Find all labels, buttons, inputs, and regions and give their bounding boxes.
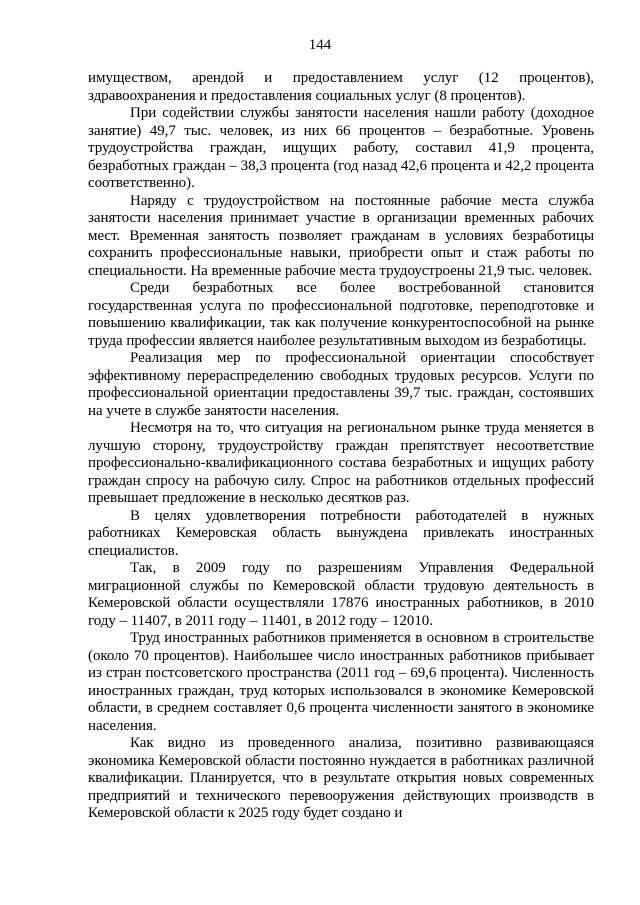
paragraph-career-guidance: Реализация мер по профессиональной ориентации способствует эффективному перераспределению свободных трудовых ресурсов. Услуги по профессиональной ориентации предоставлены 39,7 тыс. граждан, состоявших на учете в службе занятости населения.: [88, 350, 594, 419]
paragraph-employment-results: При содействии службы занятости населения нашли работу (доходное занятие) 49,7 тыс. человек, из них 66 процентов – безработные. Уровень трудоустройства граждан, ищущих работу, составил 41,9 процента, безработных граждан – 38,3 процента (год назад 42,6 процента и 42,2 процента соответственно).: [88, 105, 594, 191]
paragraph-labor-market-mismatch: Несмотря на то, что ситуация на региональном рынке труда меняется в лучшую сторону, трудоустройству граждан препятствует несоответствие профессионально-квалификационного состава безработных и ищущих работу граждан спросу на рабочую силу. Спрос на работников отдельных профессий превышает предложение в несколько десятков раз.: [88, 420, 594, 506]
document-body: [88, 70, 594, 823]
paragraph-professional-training: Среди безработных все более востребованной становится государственная услуга по профессиональной подготовке, переподготовке и повышению квалификации, так как получение конкурентоспособной на рынке труда профессии является наиболее результативным выходом из безработицы.: [88, 280, 594, 349]
paragraph-outlook-2025: Как видно из проведенного анализа, позитивно развивающаяся экономика Кемеровской области постоянно нуждается в работниках различной квалификации. Планируется, что в результате открытия новых современных предприятий и технического перевооружения действующих производств в Кемеровской области к 2025 году будет создано и: [88, 735, 594, 821]
paragraph-continuation: имуществом, арендой и предоставлением услуг (12 процентов), здравоохранения и предоставления социальных услуг (8 процентов).: [88, 70, 594, 104]
paragraph-temporary-employment: Наряду с трудоустройством на постоянные рабочие места служба занятости населения принимает участие в организации временных рабочих мест. Временная занятость позволяет гражданам в условиях безработицы сохранить профессиональные навыки, приобрести опыт и стаж работы по специальности. На временные рабочие места трудоустроены 21,9 тыс. человек.: [88, 192, 594, 279]
paragraph-foreign-labor-sectors: Труд иностранных работников применяется в основном в строительстве (около 70 процентов). Наибольшее число иностранных работников прибывает из стран постсоветского пространства (2011 год – 69,6 процента). Численность иностранных граждан, труд которых использовался в экономике Кемеровской области, в среднем составляет 0,6 процента численности занятого в экономике населения.: [88, 630, 594, 734]
paragraph-foreign-workers-statistics: Так, в 2009 году по разрешениям Управления Федеральной миграционной службы по Кемеровской области трудовую деятельность в Кемеровской области осуществляли 17876 иностранных работников, в 2010 году – 11407, в 2011 году – 11401, в 2012 году – 12010.: [88, 560, 594, 629]
paragraph-foreign-specialists: В целях удовлетворения потребности работодателей в нужных работниках Кемеровская область вынуждена привлекать иностранных специалистов.: [88, 507, 594, 559]
page-number: 144: [308, 37, 332, 53]
